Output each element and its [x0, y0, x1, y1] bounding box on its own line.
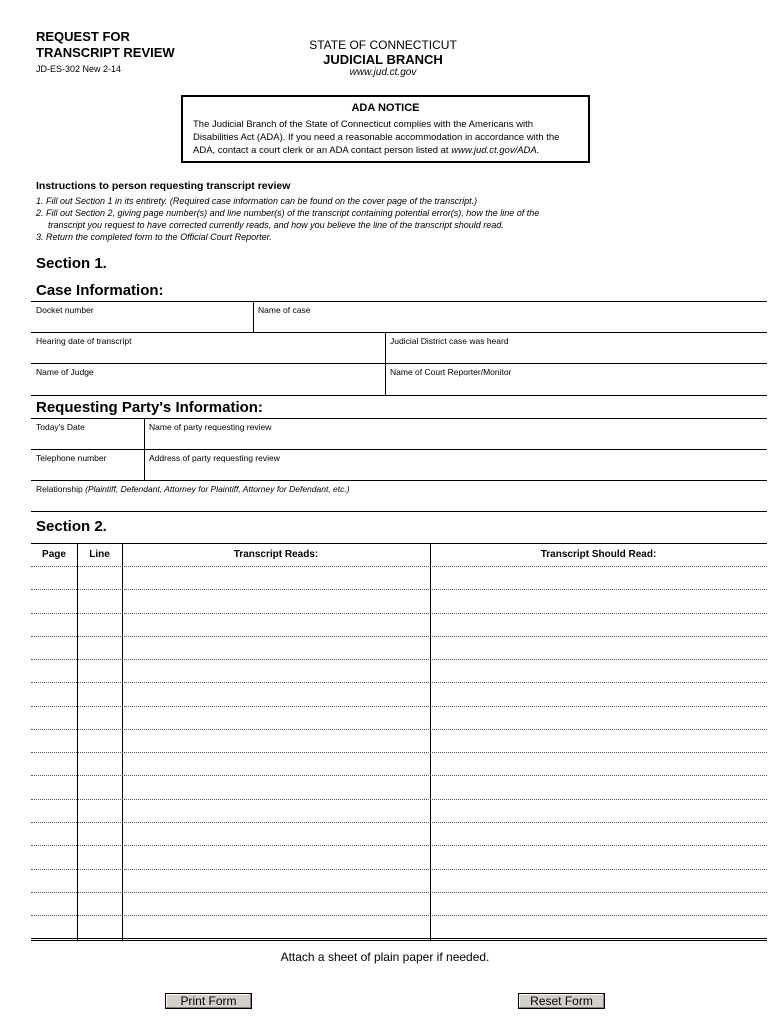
table-row[interactable] — [31, 892, 767, 893]
table-row[interactable] — [31, 613, 767, 614]
ada-notice-text — [193, 118, 580, 157]
table-row[interactable] — [31, 636, 767, 637]
divider — [31, 395, 767, 396]
section1-heading: Section 1. — [36, 255, 107, 272]
column-divider — [77, 543, 78, 940]
branch-name: JUDICIAL BRANCH — [323, 52, 443, 67]
form-title-line1: REQUEST FOR — [36, 29, 130, 44]
party-info-heading: Requesting Party's Information: — [36, 399, 263, 416]
website: www.jud.ct.gov — [349, 67, 417, 78]
state-name: STATE OF CONNECTICUT — [309, 38, 457, 52]
form-code: JD-ES-302 New 2-14 — [36, 64, 122, 74]
table-row[interactable] — [31, 729, 767, 730]
case-info-heading: Case Information: — [36, 282, 164, 299]
district-field[interactable] — [390, 347, 763, 362]
table-row[interactable] — [31, 752, 767, 753]
relationship-hint: (Plaintiff, Defendant, Attorney for Plaintiff, Attorney for Defendant, etc.) — [85, 484, 350, 494]
divider — [31, 511, 767, 512]
ada-line3-text: ADA, contact a court clerk or an ADA contact person listed at — [193, 145, 452, 156]
table-row[interactable] — [31, 799, 767, 800]
todays-date-field[interactable] — [36, 433, 140, 448]
docket-label: Docket number — [36, 305, 94, 315]
col-header-should-read: Transcript Should Read: — [540, 549, 657, 560]
docket-field[interactable] — [36, 316, 250, 331]
relationship-label — [36, 484, 350, 494]
case-name-label: Name of case — [258, 305, 311, 315]
table-row[interactable] — [31, 845, 767, 846]
phone-field[interactable] — [36, 464, 140, 479]
phone-label: Telephone number — [36, 453, 107, 463]
ada-line: Disabilities Act (ADA). If you need a reasonable accommodation in accordance with the — [193, 132, 560, 143]
reset-form-button[interactable]: Reset Form — [518, 993, 605, 1009]
column-divider — [430, 543, 431, 940]
party-name-label: Name of party requesting review — [149, 422, 272, 432]
district-label: Judicial District case was heard — [390, 336, 509, 346]
divider — [253, 301, 254, 332]
instructions-title: Instructions to person requesting transcript review — [36, 180, 291, 192]
judge-field[interactable] — [36, 378, 381, 393]
table-row[interactable] — [31, 706, 767, 707]
section2-heading: Section 2. — [36, 518, 107, 535]
divider — [31, 301, 767, 302]
party-name-field[interactable] — [149, 433, 763, 448]
divider — [31, 480, 767, 481]
instruction-item: 1. Fill out Section 1 in its entirety. (Required case information can be found on the cover page of the transcript.) — [36, 196, 478, 206]
ada-notice-box — [181, 95, 590, 163]
table-bottom-border — [31, 940, 767, 941]
column-divider — [122, 543, 123, 940]
address-field[interactable] — [149, 464, 763, 479]
divider — [31, 363, 767, 364]
judge-label: Name of Judge — [36, 367, 94, 377]
form-title-line2: TRANSCRIPT REVIEW — [36, 45, 175, 60]
reporter-label: Name of Court Reporter/Monitor — [390, 367, 512, 377]
col-header-page: Page — [42, 549, 66, 560]
attach-note: Attach a sheet of plain paper if needed. — [280, 950, 490, 964]
table-row[interactable] — [31, 566, 767, 567]
table-row[interactable] — [31, 822, 767, 823]
table-row[interactable] — [31, 659, 767, 660]
ada-line — [193, 144, 580, 157]
divider — [31, 418, 767, 419]
address-label: Address of party requesting review — [149, 453, 280, 463]
reporter-field[interactable] — [390, 378, 763, 393]
hearing-date-label: Hearing date of transcript — [36, 336, 132, 346]
divider — [31, 449, 767, 450]
instruction-item: 2. Fill out Section 2, giving page number(s) and line number(s) of the transcript containing potential error(s), how the line of the — [36, 208, 540, 218]
instruction-item: transcript you request to have corrected currently reads, and how you believe the line of the transcript should read. — [48, 220, 504, 230]
table-row[interactable] — [31, 775, 767, 776]
print-form-button[interactable]: Print Form — [165, 993, 252, 1009]
case-name-field[interactable] — [258, 316, 763, 331]
ada-notice-title: ADA NOTICE — [351, 102, 420, 114]
form-title — [36, 29, 175, 61]
table-bottom-border — [31, 938, 767, 939]
todays-date-label: Today's Date — [36, 422, 85, 432]
ada-link[interactable]: www.jud.ct.gov/ADA. — [451, 145, 540, 156]
divider — [31, 332, 767, 333]
table-row[interactable] — [31, 589, 767, 590]
table-row[interactable] — [31, 869, 767, 870]
col-header-line: Line — [89, 549, 110, 560]
instruction-item: 3. Return the completed form to the Official Court Reporter. — [36, 232, 272, 242]
table-row[interactable] — [31, 682, 767, 683]
table-top-border — [31, 543, 767, 544]
hearing-date-field[interactable] — [36, 347, 381, 362]
ada-line: The Judicial Branch of the State of Connecticut complies with the Americans with — [193, 119, 534, 130]
relationship-field[interactable] — [36, 495, 763, 509]
table-row[interactable] — [31, 915, 767, 916]
col-header-reads: Transcript Reads: — [233, 549, 319, 560]
relationship-label-text: Relationship — [36, 484, 83, 494]
